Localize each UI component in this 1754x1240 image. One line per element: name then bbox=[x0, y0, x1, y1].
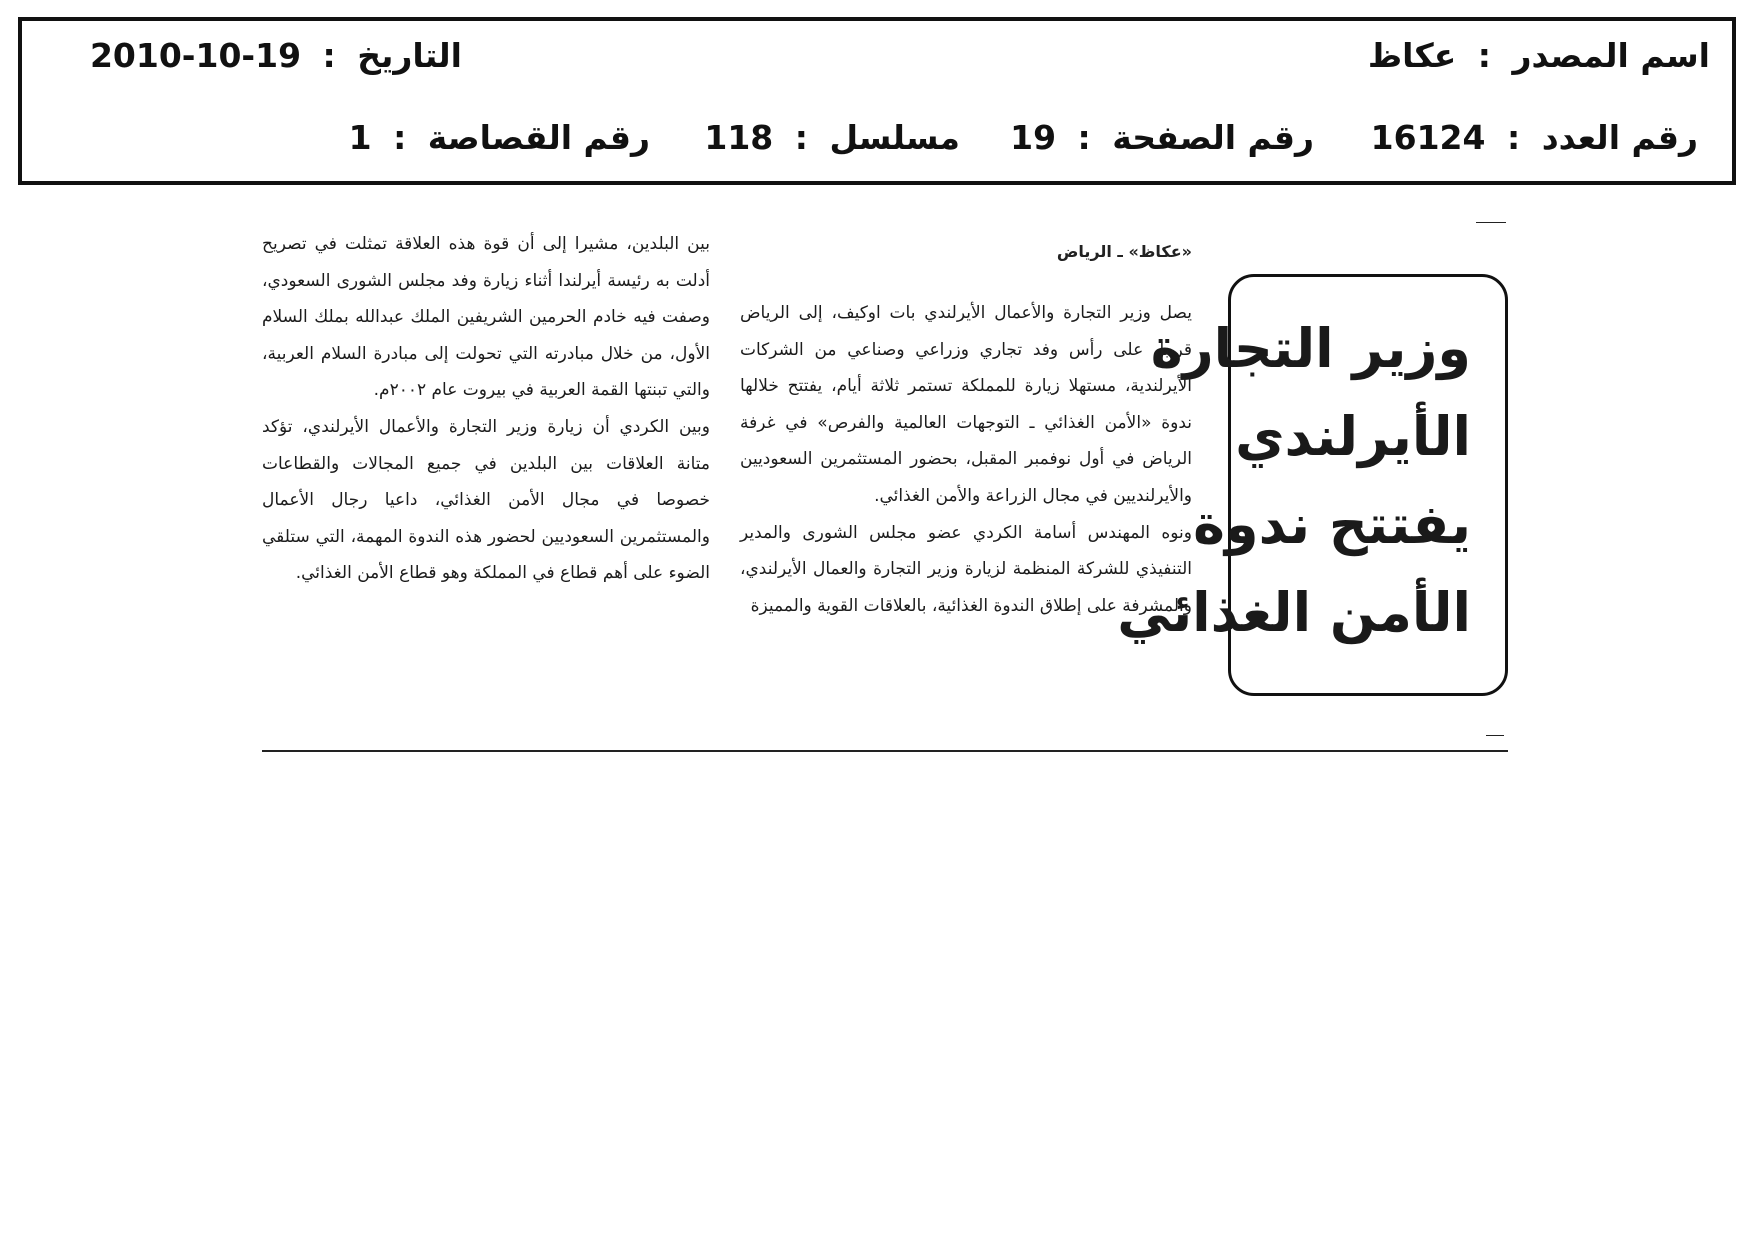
clip-value: 1 bbox=[348, 118, 372, 157]
issue-label: رقم العدد bbox=[1541, 118, 1698, 157]
source-separator: : bbox=[1477, 36, 1491, 75]
bottom-right-tick bbox=[1486, 735, 1504, 736]
clip-label: رقم القصاصة bbox=[427, 118, 650, 157]
serial-value: 118 bbox=[704, 118, 774, 157]
column-right-paragraph-1: يصل وزير التجارة والأعمال الأيرلندي بات اوكيف، إلى الرياض قريبا، على رأس وفد تجاري وزراعي وصناعي من الشركات الأيرلندية، مستهلا زيارة للمملكة تستمر ثلاثة أيام، يفتتح خلالها ندوة «الأمن الغذائي ـ التوجهات العالمية والفرص» في غرفة الرياض في أول نوفمبر المقبل، بحضور المستثمرين السعوديين والأيرلنديين في مجال الزراعة والأمن الغذائي. bbox=[740, 303, 1192, 506]
page-label: رقم الصفحة bbox=[1112, 118, 1314, 157]
top-right-rule bbox=[1476, 222, 1506, 223]
page-field bbox=[1010, 118, 1314, 158]
byline: «عكاظ» ـ الرياض bbox=[1056, 242, 1192, 261]
headline-line-3: يفتتح ندوة bbox=[1193, 493, 1471, 556]
issue-value: 16124 bbox=[1370, 118, 1486, 157]
serial-separator: : bbox=[794, 118, 808, 157]
page-value: 19 bbox=[1010, 118, 1057, 157]
page-separator: : bbox=[1077, 118, 1091, 157]
clip-separator: : bbox=[393, 118, 407, 157]
serial-label: مسلسل bbox=[829, 118, 960, 157]
source-label: اسم المصدر bbox=[1512, 36, 1710, 75]
article-column-right bbox=[740, 295, 1192, 624]
article-column-left bbox=[262, 226, 710, 592]
date-label: التاريخ bbox=[357, 36, 462, 75]
column-left-paragraph-2: وبين الكردي أن زيارة وزير التجارة والأعمال الأيرلندي، تؤكد متانة العلاقات بين البلدين في جميع المجالات والقطاعات خصوصا في مجال الأمن الغذائي، داعيا رجال الأعمال والمستثمرين السعوديين لحضور هذه الندوة المهمة، التي ستلقي الضوء على أهم قطاع في المملكة وهو قطاع الأمن الغذائي. bbox=[262, 416, 710, 584]
column-left-paragraph-1: بين البلدين، مشيرا إلى أن قوة هذه العلاقة تمثلت في تصريح أدلت به رئيسة أيرلندا أثناء زيارة وفد مجلس الشورى السعودي، وصفت فيه خادم الحرمين الشريفين الملك عبدالله بملك السلام الأول، من خلال مبادرته التي تحولت إلى مبادرة السلام العربية، والتي تبنتها القمة العربية في بيروت عام ٢٠٠٢م. bbox=[262, 234, 710, 401]
source-field bbox=[1368, 36, 1710, 76]
date-value: 2010-10-19 bbox=[89, 36, 302, 75]
headline-line-1: وزير التجارة bbox=[1150, 317, 1471, 380]
issue-separator: : bbox=[1506, 118, 1521, 157]
date-field bbox=[90, 36, 462, 76]
source-value: عكاظ bbox=[1367, 36, 1457, 75]
date-separator: : bbox=[322, 36, 336, 75]
clip-field bbox=[349, 118, 650, 158]
issue-field bbox=[1371, 118, 1698, 158]
column-right-paragraph-2: ونوه المهندس أسامة الكردي عضو مجلس الشورى والمدير التنفيذي للشركة المنظمة لزيارة وزير التجارة والعمال الأيرلندي، والمشرفة على إطلاق الندوة الغذائية، بالعلاقات القوية والمميزة bbox=[740, 522, 1192, 616]
serial-field bbox=[704, 118, 960, 158]
headline-line-4: الأمن الغذائي bbox=[1117, 581, 1471, 644]
headline-box bbox=[1117, 274, 1508, 696]
bottom-rule bbox=[262, 750, 1508, 752]
headline-line-2: الأيرلندي bbox=[1235, 405, 1471, 468]
